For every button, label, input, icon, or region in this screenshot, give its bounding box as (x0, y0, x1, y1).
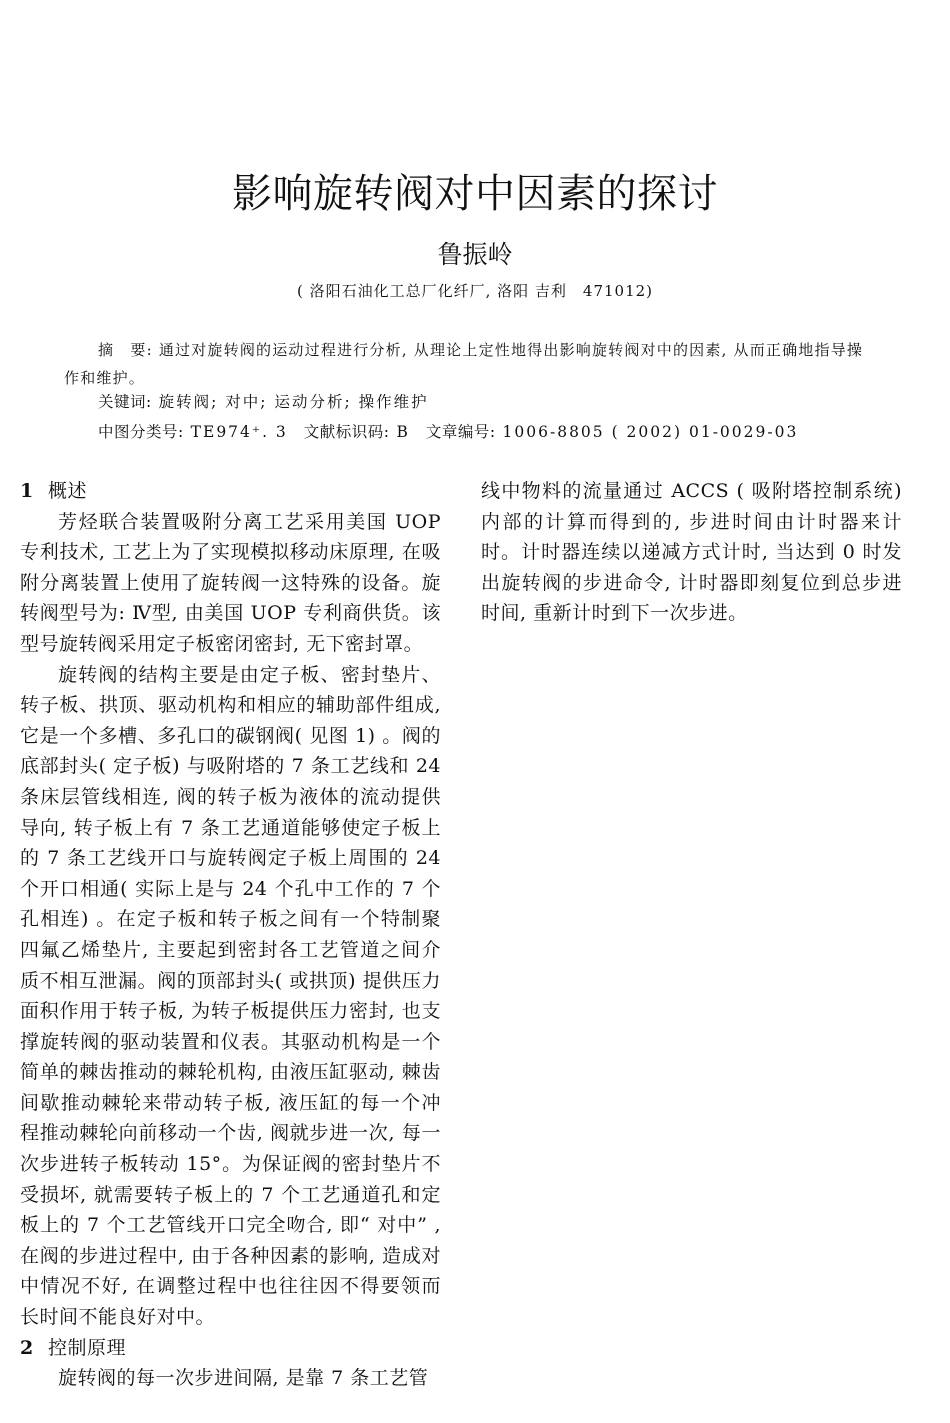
left-column (20, 476, 441, 1394)
keywords-value: 旋转阀; 对中; 运动分析; 操作维护 (151, 393, 429, 411)
author-name: 鲁振岭 (437, 240, 513, 269)
doc-code-value: B (389, 423, 410, 441)
section-2-paragraph-start: 旋转阀的每一次步进间隔, 是靠 7 条工艺管 (58, 1367, 429, 1390)
doc-code-label: 文献标识码: (303, 423, 390, 441)
section-2-number: 2 (20, 1336, 34, 1359)
abstract (64, 336, 864, 392)
paper-title: 影响旋转阀对中因素的探讨 (232, 171, 718, 217)
abstract-label: 摘 要: (98, 341, 153, 359)
article-id-label: 文章编号: (425, 423, 496, 441)
section-1-title: 概述 (48, 480, 88, 502)
clc-label: 中图分类号: (98, 423, 184, 441)
right-column (481, 476, 902, 629)
section-2-paragraph-cont: 线中物料的流量通过 ACCS ( 吸附塔控制系统) 内部的计算而得到的, 步进时间由计时器来计时。计时器连续以递减方式计时, 当达到 0 时发出旋转阀的步进命令, 计时器即刻复位到总步进时间, 重新计时到下一次步进。 (481, 480, 902, 625)
section-1-paragraph-1: 芳烃联合装置吸附分离工艺采用美国 UOP 专利技术, 工艺上为了实现模拟移动床原理, 在吸附分离装置上使用了旋转阀一这特殊的设备。旋转阀型号为: Ⅳ型, 由美国 UOP 专利商供货。该型号旋转阀采用定子板密闭密封, 无下密封罩。 (20, 510, 441, 655)
abstract-text: 通过对旋转阀的运动过程进行分析, 从理论上定性地得出影响旋转阀对中的因素, 从而正确地指导操作和维护。 (64, 341, 864, 387)
abstract-paragraph (64, 336, 864, 392)
section-1-paragraph-2: 旋转阀的结构主要是由定子板、密封垫片、转子板、拱顶、驱动机构和相应的辅助部件组成, 它是一个多槽、多孔口的碳钢阀( 见图 1) 。阀的底部封头( 定子板) 与吸附塔的 7 条工艺线和 24 条床层管线相连, 阀的转子板为液体的流动提供导向, 转子板上有 7 条工艺通道能够使定子板上的 7 条工艺线开口与旋转阀定子板上周围的 24 个开口相通( 实际上是与 24 个孔中工作的 7 个孔相连) 。在定子板和转子板之间有一个特制聚四氟乙烯垫片, 主要起到密封各工艺管道之间介质不相互泄漏。阀的顶部封头( 或拱顶) 提供压力面积作用于转子板, 为转子板提供压力密封, 也支撑旋转阀的驱动装置和仪表。其驱动机构是一个简单的棘齿推动的棘轮机构, 由液压缸驱动, 棘齿间歇推动棘轮来带动转子板, 液压缸的每一个冲程推动棘轮向前移动一个齿, 阀就步进一次, 每一次步进转子板转动 15°。为保证阀的密封垫片不受损坏, 就需要转子板上的 7 个工艺通道孔和定板上的 7 个工艺管线开口完全吻合, 即“ 对中” , 在阀的步进过程中, 由于各种因素的影响, 造成对中情况不好, 在调整过程中也往往因不得要领而长时间不能良好对中。 (20, 663, 441, 1329)
section-1-heading (20, 476, 441, 507)
section-2-heading (20, 1333, 441, 1364)
article-id-value: 1006-8805 ( 2002) 01-0029-03 (495, 423, 799, 441)
keywords-label: 关键词: (98, 393, 152, 411)
section-2-title: 控制原理 (48, 1336, 127, 1359)
section-1-number: 1 (20, 480, 34, 502)
clc-value: TE974⁺. 3 (183, 423, 288, 441)
affiliation: ( 洛阳石油化工总厂化纤厂, 洛阳 吉利 471012) (296, 282, 654, 300)
keywords (98, 390, 429, 414)
classification-line (98, 420, 798, 444)
